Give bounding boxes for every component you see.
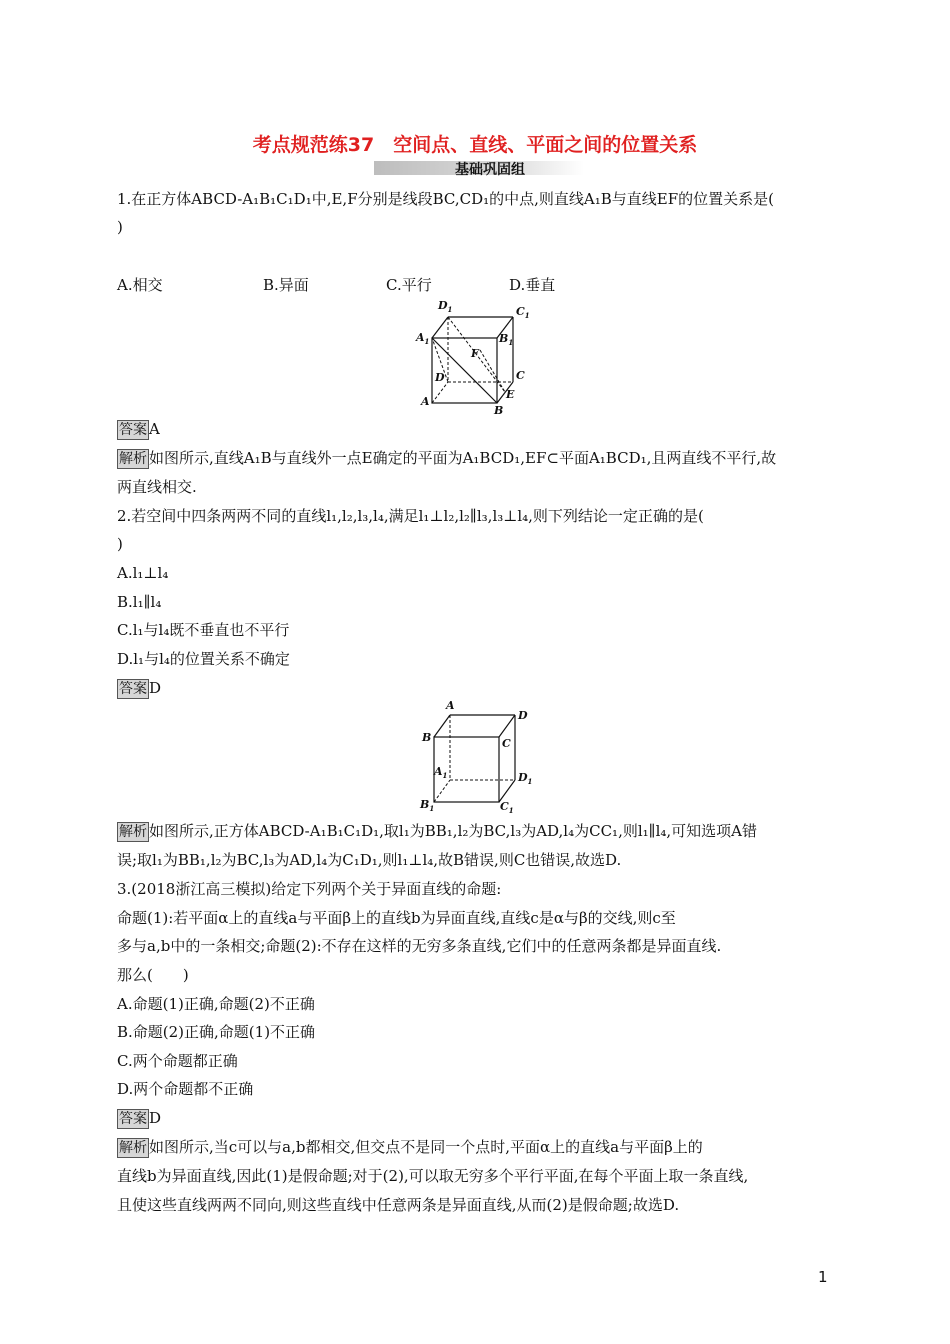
q2-analysis-line1: 如图所示,正方体ABCD-A₁B₁C₁D₁,取l₁为BB₁,l₂为BC,l₃为AD,l₄为CC₁,则l₁∥l₄,可知选项A错 — [149, 822, 757, 840]
q3-stem-line3: 多与a,b中的一条相交;命题(2):不存在这样的无穷多条直线,它们中的任意两条都是异面直线. — [117, 937, 722, 955]
q1-label-b: B — [494, 404, 504, 417]
q3-stem-line4: 那么( ) — [117, 966, 189, 984]
q3-option-b: B.命题(2)正确,命题(1)不正确 — [117, 1023, 316, 1041]
q1-label-d1: $D_1$ — [438, 299, 453, 314]
q3-option-c: C.两个命题都正确 — [117, 1052, 238, 1070]
q2-option-d: D.l₁与l₄的位置关系不确定 — [117, 650, 290, 668]
q2-label-d1: $D_1$ — [518, 771, 533, 786]
q1-cube-figure — [410, 295, 540, 417]
q3-stem-line1: 3.(2018浙江高三模拟)给定下列两个关于异面直线的命题: — [117, 880, 502, 898]
q1-analysis-line2: 两直线相交. — [117, 478, 197, 496]
q1-label-b1: $B_1$ — [499, 332, 514, 347]
q2-label-b1: $B_1$ — [420, 798, 435, 813]
q1-label-e: E — [506, 388, 515, 401]
q2-label-a: A — [446, 699, 455, 712]
q2-analysis-line2: 误;取l₁为BB₁,l₂为BC,l₃为AD,l₄为C₁D₁,则l₁⊥l₄,故B错误,则C也错误,故选D. — [117, 851, 622, 869]
section-label: 基础巩固组 — [455, 162, 525, 178]
q2-option-c: C.l₁与l₄既不垂直也不平行 — [117, 621, 290, 639]
q2-cube-figure — [414, 697, 540, 815]
q3-analysis-row — [117, 1136, 703, 1158]
q3-answer: D — [149, 1109, 162, 1127]
q1-analysis-line1: 如图所示,直线A₁B与直线外一点E确定的平面为A₁BCD₁,EF⊂平面A₁BCD₁,且两直线不平行,故 — [149, 449, 777, 467]
q3-option-d: D.两个命题都不正确 — [117, 1080, 254, 1098]
q2-label-c1: $C_1$ — [500, 800, 514, 815]
q2-label-c: C — [502, 737, 511, 750]
q1-label-a: A — [421, 395, 430, 408]
q2-label-a1: $A_1$ — [434, 765, 448, 780]
q1-analysis-tag: 解析 — [119, 451, 147, 467]
q1-label-c1: $C_1$ — [516, 305, 530, 320]
q1-analysis-row — [117, 447, 776, 469]
q2-stem-line1: 2.若空间中四条两两不同的直线l₁,l₂,l₃,l₄,满足l₁⊥l₂,l₂∥l₃,l₃⊥l₄,则下列结论一定正确的是( — [117, 507, 704, 525]
q1-answer-tag: 答案 — [119, 422, 147, 438]
page-title: 考点规范练37 空间点、直线、平面之间的位置关系 — [252, 134, 698, 156]
q1-label-d: D — [435, 371, 445, 384]
q1-option-c: C.平行 — [386, 276, 432, 294]
q1-answer: A — [149, 420, 160, 438]
q2-option-b: B.l₁∥l₄ — [117, 593, 162, 611]
q3-analysis-line1: 如图所示,当c可以与a,b都相交,但交点不是同一个点时,平面α上的直线a与平面β上的 — [149, 1138, 703, 1156]
q2-stem-line2: ) — [117, 535, 123, 553]
q1-stem-line2: ) — [117, 218, 123, 236]
q1-label-c: C — [516, 369, 525, 382]
q1-answer-row — [117, 418, 160, 440]
q2-label-b: B — [422, 731, 432, 744]
q1-option-d: D.垂直 — [509, 276, 556, 294]
q3-stem-line2: 命题(1):若平面α上的直线a与平面β上的直线b为异面直线,直线c是α与β的交线,则c至 — [117, 909, 676, 927]
q1-option-b: B.异面 — [263, 276, 309, 294]
q2-answer: D — [149, 679, 162, 697]
q3-analysis-line3: 且使这些直线两两不同向,则这些直线中任意两条是异面直线,从而(2)是假命题;故选D. — [117, 1196, 680, 1214]
q3-answer-tag: 答案 — [119, 1111, 147, 1127]
q3-answer-row — [117, 1107, 161, 1129]
q1-option-a: A.相交 — [117, 276, 163, 294]
q3-analysis-tag: 解析 — [119, 1140, 147, 1156]
q2-answer-tag: 答案 — [119, 681, 147, 697]
q2-analysis-row — [117, 820, 757, 842]
q2-analysis-tag: 解析 — [119, 824, 147, 840]
q1-label-f: F — [471, 347, 479, 360]
q2-option-a: A.l₁⊥l₄ — [117, 564, 169, 582]
q2-label-d: D — [518, 709, 528, 722]
q1-stem-line1: 1.在正方体ABCD-A₁B₁C₁D₁中,E,F分别是线段BC,CD₁的中点,则直线A₁B与直线EF的位置关系是( — [117, 190, 774, 208]
q3-analysis-line2: 直线b为异面直线,因此(1)是假命题;对于(2),可以取无穷多个平行平面,在每个平面上取一条直线, — [117, 1167, 749, 1185]
page-number: 1 — [818, 1268, 828, 1286]
q1-label-a1: $A_1$ — [416, 331, 430, 346]
q2-answer-row — [117, 677, 161, 699]
q3-option-a: A.命题(1)正确,命题(2)不正确 — [117, 995, 315, 1013]
